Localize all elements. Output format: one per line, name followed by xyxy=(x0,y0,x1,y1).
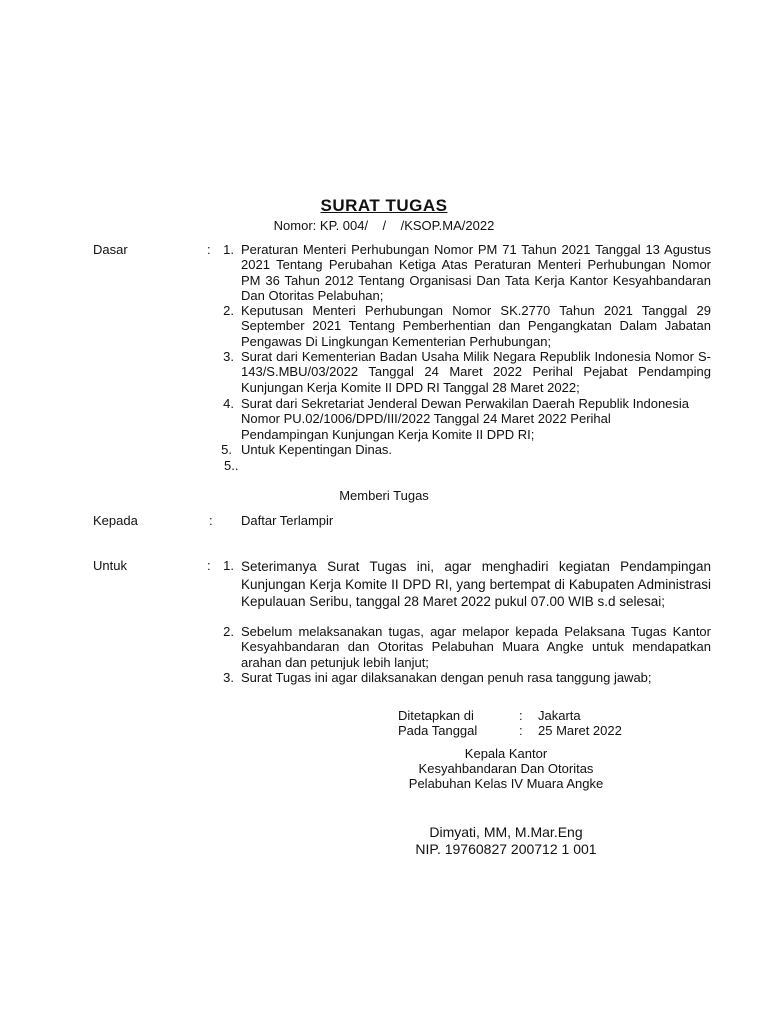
dasar-item-5-text: Untuk Kepentingan Dinas. xyxy=(241,442,393,457)
ditetapkan-colon: : xyxy=(519,708,523,723)
dasar-item-3-text: Surat dari Kementerian Badan Usaha Milik Negara Republik Indonesia Nomor S-143/S.MBU/03/2022 Tanggal 24 Maret 2022 Perihal Pejabat Pendamping Kunjungan Kerja Komite II DPD RI Tanggal 28 Maret 2022; xyxy=(241,349,711,395)
tanggal-label: Pada Tanggal xyxy=(398,723,478,738)
document-title: SURAT TUGAS xyxy=(320,196,448,215)
kepada-colon: : xyxy=(209,513,213,528)
jabatan-line-1: Kepala Kantor xyxy=(464,746,548,761)
dasar-item-6-number: 5.. xyxy=(224,458,239,473)
dasar-item-1-number: 1. xyxy=(223,242,234,257)
dasar-item-4-number: 4. xyxy=(223,396,234,411)
dasar-item-2-number: 2. xyxy=(223,303,234,318)
dasar-item-2-text: Keputusan Menteri Perhubungan Nomor SK.2770 Tahun 2021 Tanggal 29 September 2021 Tentang Pemberhentian dan Pengangkatan Dalam Jabatan Pengawas Di Lingkungan Kementerian Perhubungan; xyxy=(241,303,711,349)
untuk-colon: : xyxy=(207,558,211,573)
tanggal-value: 25 Maret 2022 xyxy=(538,723,622,738)
ditetapkan-value: Jakarta xyxy=(538,708,581,723)
dasar-item-1-text: Peraturan Menteri Perhubungan Nomor PM 71 Tahun 2021 Tanggal 13 Agustus 2021 Tentang Perubahan Ketiga Atas Peraturan Menteri Perhubungan Nomor PM 36 Tahun 2012 Tentang Organisasi Dan Tata Kerja Kantor Kesyahbandaran Dan Otoritas Pelabuhan; xyxy=(241,242,711,303)
signatory-nip: NIP. 19760827 200712 1 001 xyxy=(415,841,597,857)
jabatan-line-3: Pelabuhan Kelas IV Muara Angke xyxy=(408,776,604,791)
dasar-colon: : xyxy=(207,242,211,257)
signatory-name: Dimyati, MM, M.Mar.Eng xyxy=(429,824,583,840)
untuk-item-2-number: 2. xyxy=(223,624,234,639)
untuk-item-3-text: Surat Tugas ini agar dilaksanakan dengan penuh rasa tanggung jawab; xyxy=(241,670,652,685)
document-number: Nomor: KP. 004/ / /KSOP.MA/2022 xyxy=(273,218,495,233)
ditetapkan-label: Ditetapkan di xyxy=(398,708,474,723)
untuk-item-2-text: Sebelum melaksanakan tugas, agar melapor kepada Pelaksana Tugas Kantor Kesyahbandaran dan Otoritas Pelabuhan Muara Angke untuk mendapatkan arahan dan petunjuk lebih lanjut; xyxy=(241,624,711,670)
kepada-value: Daftar Terlampir xyxy=(241,513,334,528)
untuk-item-1-text: Seterimanya Surat Tugas ini, agar menghadiri kegiatan Pendampingan Kunjungan Kerja Komite II DPD RI, yang bertempat di Kabupaten Administrasi Kepulauan Seribu, tanggal 28 Maret 2022 pukul 07.00 WIB s.d selesai; xyxy=(241,559,711,609)
dasar-label: Dasar xyxy=(93,242,128,257)
dasar-item-4-text: Surat dari Sekretariat Jenderal Dewan Perwakilan Daerah Republik Indonesia Nomor PU.02/1006/DPD/III/2022 Tanggal 24 Maret 2022 Perihal Pendampingan Kunjungan Kerja Komite II DPD RI; xyxy=(241,396,690,442)
kepada-label: Kepada xyxy=(93,513,138,528)
memberi-tugas-heading: Memberi Tugas xyxy=(339,488,429,503)
dasar-item-3-number: 3. xyxy=(223,349,234,364)
untuk-label: Untuk xyxy=(93,558,127,573)
tanggal-colon: : xyxy=(519,723,523,738)
untuk-item-3-number: 3. xyxy=(223,670,234,685)
dasar-item-5-number: 5. xyxy=(221,442,232,457)
jabatan-line-2: Kesyahbandaran Dan Otoritas xyxy=(418,761,594,776)
untuk-item-1-number: 1. xyxy=(223,558,234,573)
